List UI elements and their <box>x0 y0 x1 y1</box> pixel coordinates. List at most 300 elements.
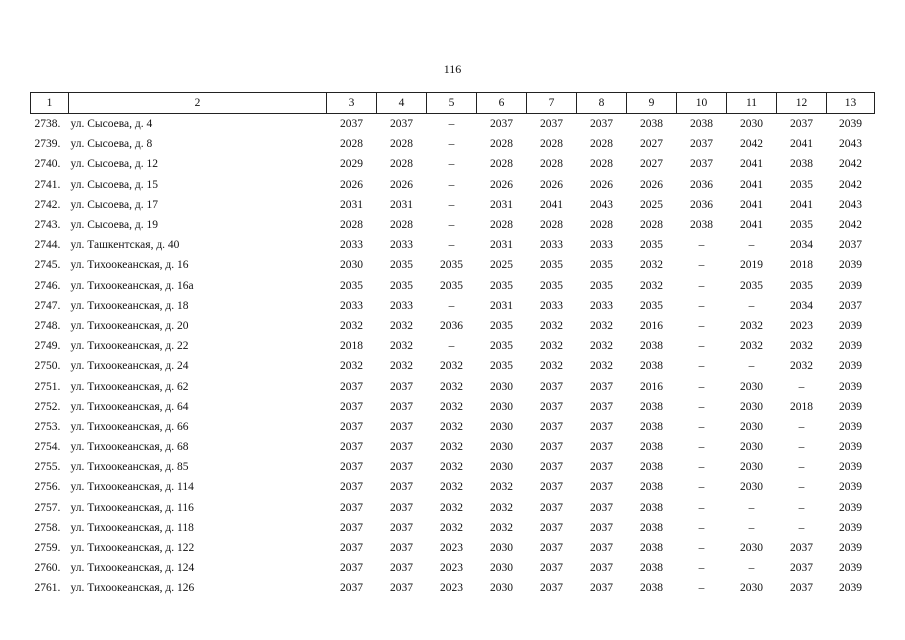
year-cell: – <box>448 239 455 252</box>
year-cell: 2033 <box>390 239 413 252</box>
year-cell: 2041 <box>790 138 813 151</box>
address-cell: ул. Тихоокеанская, д. 116 <box>70 501 194 514</box>
year-cell: 2039 <box>839 501 862 514</box>
year-cell: 2037 <box>590 542 613 555</box>
year-cell: 2037 <box>540 400 563 413</box>
address-cell: ул. Сысоева, д. 12 <box>70 158 158 171</box>
column-header: 11 <box>727 93 777 114</box>
year-cell: 2037 <box>390 420 413 433</box>
year-cell: 2028 <box>540 158 563 171</box>
year-cell: 2032 <box>440 380 463 393</box>
year-cell: 2035 <box>340 279 363 292</box>
address-cell: ул. Тихоокеанская, д. 64 <box>70 400 189 413</box>
year-cell: 2030 <box>490 441 513 454</box>
year-cell: 2037 <box>590 400 613 413</box>
year-cell: 2038 <box>640 521 663 534</box>
year-cell: 2035 <box>490 360 513 373</box>
year-cell: 2028 <box>640 219 663 232</box>
year-cell: 2041 <box>740 178 763 191</box>
year-cell: 2033 <box>390 299 413 312</box>
address-cell: ул. Тихоокеанская, д. 68 <box>70 441 189 454</box>
year-cell: 2039 <box>839 582 862 595</box>
year-cell: 2035 <box>640 299 663 312</box>
table-row <box>31 518 875 538</box>
year-cell: 2037 <box>390 481 413 494</box>
year-cell: 2038 <box>640 461 663 474</box>
year-cell: 2037 <box>340 420 363 433</box>
address-cell: ул. Сысоева, д. 17 <box>70 198 158 211</box>
year-cell: 2032 <box>540 319 563 332</box>
year-cell: 2034 <box>790 239 813 252</box>
address-cell: ул. Тихоокеанская, д. 16а <box>70 279 194 292</box>
year-cell: 2030 <box>740 461 763 474</box>
year-cell: 2035 <box>790 219 813 232</box>
year-cell: 2037 <box>690 138 713 151</box>
year-cell: – <box>698 461 705 474</box>
year-cell: 2038 <box>640 582 663 595</box>
year-cell: 2043 <box>839 198 862 211</box>
address-cell: ул. Тихоокеанская, д. 124 <box>70 562 195 575</box>
address-cell: ул. Тихоокеанская, д. 16 <box>70 259 189 272</box>
year-cell: 2039 <box>839 461 862 474</box>
year-cell: – <box>698 562 705 575</box>
year-cell: 2032 <box>440 420 463 433</box>
year-cell: 2016 <box>640 319 663 332</box>
year-cell: 2032 <box>390 360 413 373</box>
table-row <box>31 255 875 275</box>
row-number: 2753. <box>34 420 61 433</box>
year-cell: 2037 <box>790 118 813 131</box>
row-number: 2743. <box>34 219 61 232</box>
table-row <box>31 154 875 174</box>
year-cell: 2039 <box>839 400 862 413</box>
column-header: 8 <box>577 93 627 114</box>
column-header: 13 <box>827 93 875 114</box>
year-cell: 2033 <box>590 299 613 312</box>
table-row <box>31 134 875 154</box>
address-cell: ул. Тихоокеанская, д. 22 <box>70 340 189 353</box>
year-cell: 2035 <box>790 279 813 292</box>
year-cell: 2033 <box>540 299 563 312</box>
row-number: 2741. <box>34 178 61 191</box>
year-cell: 2032 <box>590 360 613 373</box>
year-cell: – <box>698 582 705 595</box>
year-cell: 2037 <box>790 582 813 595</box>
year-cell: 2030 <box>340 259 363 272</box>
year-cell: – <box>698 441 705 454</box>
table-row <box>31 336 875 356</box>
year-cell: – <box>448 138 455 151</box>
year-cell: – <box>798 521 805 534</box>
year-cell: 2028 <box>490 158 513 171</box>
year-cell: – <box>698 501 705 514</box>
year-cell: 2027 <box>640 138 663 151</box>
year-cell: 2038 <box>640 340 663 353</box>
year-cell: 2036 <box>440 319 463 332</box>
year-cell: 2037 <box>540 481 563 494</box>
address-cell: ул. Тихоокеанская, д. 66 <box>70 420 189 433</box>
address-cell: ул. Тихоокеанская, д. 118 <box>70 521 194 534</box>
row-number: 2754. <box>34 441 61 454</box>
year-cell: – <box>798 461 805 474</box>
year-cell: 2032 <box>740 340 763 353</box>
year-cell: 2038 <box>640 420 663 433</box>
row-number: 2740. <box>34 158 61 171</box>
year-cell: 2032 <box>440 441 463 454</box>
year-cell: 2030 <box>740 542 763 555</box>
row-number: 2756. <box>34 481 61 494</box>
year-cell: 2032 <box>440 461 463 474</box>
year-cell: 2037 <box>390 441 413 454</box>
year-cell: 2032 <box>440 481 463 494</box>
year-cell: 2028 <box>590 158 613 171</box>
year-cell: 2035 <box>390 279 413 292</box>
year-cell: 2039 <box>839 259 862 272</box>
year-cell: 2038 <box>690 118 713 131</box>
year-cell: 2031 <box>390 198 413 211</box>
year-cell: 2037 <box>390 501 413 514</box>
year-cell: 2037 <box>839 239 862 252</box>
year-cell: 2025 <box>490 259 513 272</box>
year-cell: 2037 <box>390 582 413 595</box>
year-cell: 2032 <box>440 501 463 514</box>
year-cell: 2035 <box>640 239 663 252</box>
year-cell: 2030 <box>490 420 513 433</box>
year-cell: 2037 <box>540 441 563 454</box>
row-number: 2749. <box>34 340 61 353</box>
year-cell: 2037 <box>340 521 363 534</box>
year-cell: 2038 <box>640 400 663 413</box>
year-cell: 2041 <box>740 219 763 232</box>
year-cell: – <box>698 319 705 332</box>
year-cell: 2037 <box>839 299 862 312</box>
year-cell: 2043 <box>590 198 613 211</box>
year-cell: – <box>698 340 705 353</box>
year-cell: 2035 <box>590 279 613 292</box>
column-header: 10 <box>677 93 727 114</box>
year-cell: 2032 <box>440 400 463 413</box>
year-cell: 2033 <box>590 239 613 252</box>
year-cell: 2030 <box>490 542 513 555</box>
year-cell: 2037 <box>590 582 613 595</box>
year-cell: 2028 <box>590 219 613 232</box>
year-cell: – <box>748 521 755 534</box>
year-cell: 2037 <box>540 501 563 514</box>
year-cell: 2030 <box>490 582 513 595</box>
table-row <box>31 235 875 255</box>
year-cell: – <box>698 299 705 312</box>
year-cell: – <box>748 501 755 514</box>
year-cell: 2028 <box>540 219 563 232</box>
year-cell: 2038 <box>790 158 813 171</box>
year-cell: 2037 <box>340 461 363 474</box>
year-cell: 2037 <box>390 400 413 413</box>
year-cell: – <box>748 239 755 252</box>
year-cell: 2030 <box>740 481 763 494</box>
row-number: 2752. <box>34 400 61 413</box>
row-number: 2746. <box>34 279 61 292</box>
year-cell: 2034 <box>790 299 813 312</box>
year-cell: – <box>798 481 805 494</box>
row-number: 2739. <box>34 138 61 151</box>
address-cell: ул. Сысоева, д. 8 <box>70 138 153 151</box>
year-cell: 2030 <box>740 420 763 433</box>
year-cell: 2031 <box>340 198 363 211</box>
address-cell: ул. Сысоева, д. 19 <box>70 219 158 232</box>
year-cell: – <box>698 420 705 433</box>
year-cell: – <box>448 198 455 211</box>
year-cell: – <box>698 279 705 292</box>
year-cell: 2035 <box>440 279 463 292</box>
year-cell: 2039 <box>839 420 862 433</box>
year-cell: – <box>698 259 705 272</box>
year-cell: 2042 <box>839 158 862 171</box>
year-cell: – <box>748 360 755 373</box>
year-cell: 2035 <box>490 340 513 353</box>
year-cell: 2039 <box>839 118 862 131</box>
year-cell: 2030 <box>740 582 763 595</box>
year-cell: 2026 <box>390 178 413 191</box>
table-row <box>31 578 875 598</box>
row-number: 2760. <box>34 562 61 575</box>
year-cell: 2041 <box>740 198 763 211</box>
year-cell: 2026 <box>340 178 363 191</box>
address-cell: ул. Ташкентская, д. 40 <box>70 239 180 252</box>
year-cell: 2028 <box>390 138 413 151</box>
table-row <box>31 215 875 235</box>
table-row <box>31 417 875 437</box>
address-cell: ул. Тихоокеанская, д. 62 <box>70 380 189 393</box>
year-cell: 2035 <box>440 259 463 272</box>
year-cell: 2026 <box>540 178 563 191</box>
year-cell: 2038 <box>640 441 663 454</box>
year-cell: 2035 <box>590 259 613 272</box>
table-row <box>31 195 875 215</box>
year-cell: – <box>448 178 455 191</box>
year-cell: 2037 <box>490 118 513 131</box>
year-cell: 2037 <box>590 420 613 433</box>
column-header: 2 <box>69 93 327 114</box>
year-cell: 2039 <box>839 521 862 534</box>
year-cell: 2032 <box>590 319 613 332</box>
year-cell: 2037 <box>540 461 563 474</box>
year-cell: 2035 <box>490 319 513 332</box>
year-cell: 2030 <box>740 441 763 454</box>
year-cell: 2028 <box>490 219 513 232</box>
table-row <box>31 356 875 376</box>
table-row <box>31 558 875 578</box>
year-cell: 2037 <box>540 542 563 555</box>
column-header: 7 <box>527 93 577 114</box>
year-cell: 2030 <box>490 562 513 575</box>
address-cell: ул. Тихоокеанская, д. 20 <box>70 319 189 332</box>
table-row <box>31 397 875 417</box>
year-cell: 2023 <box>440 562 463 575</box>
column-header: 5 <box>427 93 477 114</box>
year-cell: 2037 <box>590 501 613 514</box>
year-cell: 2035 <box>740 279 763 292</box>
year-cell: 2039 <box>839 279 862 292</box>
table-header-row <box>31 93 875 114</box>
row-number: 2759. <box>34 542 61 555</box>
year-cell: 2037 <box>340 501 363 514</box>
row-number: 2747. <box>34 299 61 312</box>
year-cell: 2032 <box>390 319 413 332</box>
year-cell: 2027 <box>640 158 663 171</box>
data-table <box>30 92 875 599</box>
year-cell: 2037 <box>340 542 363 555</box>
address-cell: ул. Тихоокеанская, д. 24 <box>70 360 189 373</box>
row-number: 2755. <box>34 461 61 474</box>
year-cell: – <box>448 299 455 312</box>
year-cell: 2037 <box>340 400 363 413</box>
year-cell: 2039 <box>839 562 862 575</box>
table-row <box>31 457 875 477</box>
year-cell: 2028 <box>490 138 513 151</box>
year-cell: 2032 <box>390 340 413 353</box>
year-cell: 2037 <box>390 461 413 474</box>
year-cell: – <box>748 562 755 575</box>
table-row <box>31 498 875 518</box>
year-cell: 2039 <box>839 340 862 353</box>
year-cell: – <box>748 299 755 312</box>
year-cell: 2037 <box>340 441 363 454</box>
year-cell: 2030 <box>740 400 763 413</box>
address-cell: ул. Сысоева, д. 4 <box>70 118 153 131</box>
year-cell: 2037 <box>390 380 413 393</box>
row-number: 2742. <box>34 198 61 211</box>
column-header: 12 <box>777 93 827 114</box>
year-cell: 2032 <box>340 360 363 373</box>
year-cell: 2026 <box>490 178 513 191</box>
year-cell: 2037 <box>540 420 563 433</box>
year-cell: 2035 <box>540 259 563 272</box>
year-cell: 2037 <box>390 521 413 534</box>
row-number: 2748. <box>34 319 61 332</box>
year-cell: 2042 <box>740 138 763 151</box>
year-cell: 2032 <box>640 259 663 272</box>
year-cell: – <box>448 219 455 232</box>
year-cell: 2039 <box>839 441 862 454</box>
year-cell: 2037 <box>540 380 563 393</box>
column-header: 3 <box>327 93 377 114</box>
year-cell: 2035 <box>540 279 563 292</box>
year-cell: 2037 <box>790 562 813 575</box>
year-cell: 2023 <box>440 582 463 595</box>
column-header: 6 <box>477 93 527 114</box>
year-cell: – <box>448 158 455 171</box>
year-cell: 2016 <box>640 380 663 393</box>
table-row <box>31 114 875 135</box>
address-cell: ул. Тихоокеанская, д. 122 <box>70 542 195 555</box>
table-row <box>31 276 875 296</box>
column-header: 4 <box>377 93 427 114</box>
row-number: 2757. <box>34 501 61 514</box>
year-cell: 2030 <box>740 118 763 131</box>
year-cell: 2037 <box>590 461 613 474</box>
year-cell: 2030 <box>490 461 513 474</box>
year-cell: 2035 <box>790 178 813 191</box>
year-cell: 2038 <box>640 118 663 131</box>
row-number: 2761. <box>34 582 61 595</box>
year-cell: 2037 <box>590 441 613 454</box>
year-cell: 2031 <box>490 239 513 252</box>
year-cell: – <box>698 360 705 373</box>
table-row <box>31 175 875 195</box>
year-cell: 2036 <box>690 198 713 211</box>
year-cell: 2037 <box>540 582 563 595</box>
column-header: 1 <box>31 93 69 114</box>
address-cell: ул. Тихоокеанская, д. 18 <box>70 299 189 312</box>
year-cell: 2037 <box>340 582 363 595</box>
year-cell: – <box>798 380 805 393</box>
year-cell: 2026 <box>640 178 663 191</box>
year-cell: 2039 <box>839 542 862 555</box>
table-row <box>31 296 875 316</box>
table-row <box>31 316 875 336</box>
year-cell: 2037 <box>390 562 413 575</box>
year-cell: 2038 <box>640 542 663 555</box>
year-cell: – <box>798 441 805 454</box>
address-cell: ул. Тихоокеанская, д. 114 <box>70 481 194 494</box>
table-row <box>31 477 875 497</box>
year-cell: 2037 <box>540 521 563 534</box>
year-cell: 2033 <box>340 239 363 252</box>
year-cell: – <box>448 118 455 131</box>
year-cell: 2041 <box>740 158 763 171</box>
year-cell: 2042 <box>839 178 862 191</box>
year-cell: 2037 <box>340 118 363 131</box>
year-cell: 2030 <box>490 400 513 413</box>
year-cell: 2028 <box>390 219 413 232</box>
year-cell: 2041 <box>540 198 563 211</box>
year-cell: 2023 <box>440 542 463 555</box>
year-cell: 2037 <box>390 542 413 555</box>
year-cell: 2041 <box>790 198 813 211</box>
row-number: 2744. <box>34 239 61 252</box>
year-cell: 2032 <box>540 360 563 373</box>
year-cell: 2037 <box>590 118 613 131</box>
year-cell: 2031 <box>490 299 513 312</box>
year-cell: 2037 <box>590 481 613 494</box>
year-cell: 2037 <box>340 562 363 575</box>
page-number: 116 <box>443 62 462 76</box>
year-cell: 2037 <box>590 521 613 534</box>
year-cell: 2037 <box>790 542 813 555</box>
year-cell: 2032 <box>440 521 463 534</box>
year-cell: 2029 <box>340 158 363 171</box>
year-cell: 2028 <box>590 138 613 151</box>
year-cell: 2037 <box>340 380 363 393</box>
table-row <box>31 437 875 457</box>
year-cell: 2028 <box>540 138 563 151</box>
year-cell: 2026 <box>590 178 613 191</box>
year-cell: 2033 <box>340 299 363 312</box>
year-cell: 2033 <box>540 239 563 252</box>
table-row <box>31 538 875 558</box>
year-cell: 2042 <box>839 219 862 232</box>
year-cell: 2032 <box>440 360 463 373</box>
year-cell: 2032 <box>490 481 513 494</box>
year-cell: 2037 <box>540 118 563 131</box>
year-cell: 2018 <box>340 340 363 353</box>
year-cell: 2030 <box>490 380 513 393</box>
year-cell: 2039 <box>839 380 862 393</box>
year-cell: – <box>448 340 455 353</box>
year-cell: 2032 <box>490 521 513 534</box>
year-cell: 2037 <box>590 380 613 393</box>
year-cell: 2038 <box>640 481 663 494</box>
